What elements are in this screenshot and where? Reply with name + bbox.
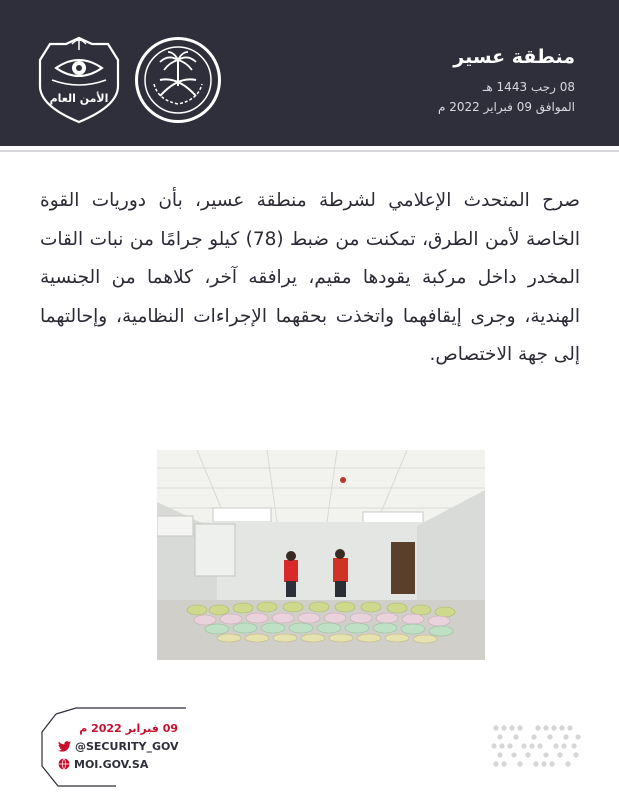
date-hijri: 08 رجب 1443 هـ	[482, 80, 575, 94]
seizure-photo-illustration	[157, 450, 485, 660]
footer-twitter[interactable]	[58, 738, 179, 754]
header-divider-shadow	[0, 150, 619, 152]
ministry-emblem-logo	[135, 37, 221, 123]
region-title: منطقة عسير	[453, 46, 575, 68]
security-logo-text: الأمن العام	[49, 92, 109, 105]
palm-swords-icon	[138, 40, 218, 120]
footer-date: 09 فبراير 2022 م	[79, 722, 178, 735]
twitter-icon	[58, 741, 71, 752]
date-gregorian: الموافق 09 فبراير 2022 م	[437, 100, 575, 114]
website-url: MOI.GOV.SA	[74, 757, 149, 771]
decorative-dot-pattern	[490, 718, 585, 773]
press-statement: صرح المتحدث الإعلامي لشرطة منطقة عسير، بأن دوريات القوة الخاصة لأمن الطرق، تمكنت من ضبط (78) كيلو جرامًا من نبات القات المخدر داخل مركبة يقودها مقيم، يرافقه آخر، كلاهما من الجنسية الهندية، وجرى إيقافهما واتخذت بحقهما الإجراءات النظامية، وإحالتهما إلى جهة الاختصاص.	[40, 190, 580, 365]
globe-icon	[58, 758, 70, 770]
twitter-handle: @SECURITY_GOV	[75, 739, 179, 753]
footer-website[interactable]	[58, 756, 148, 772]
seizure-photo	[157, 450, 485, 660]
public-security-logo	[36, 34, 122, 126]
